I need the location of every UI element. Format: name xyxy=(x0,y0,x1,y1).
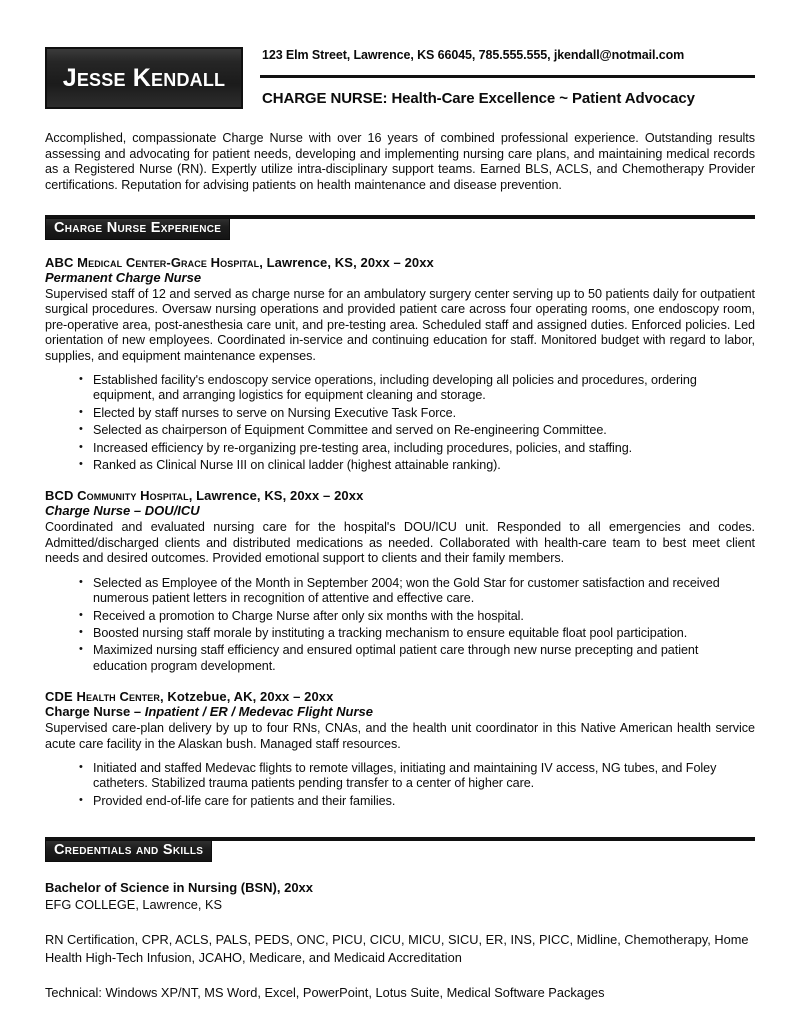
job-employer-line xyxy=(45,488,755,503)
contact-line: 123 Elm Street, Lawrence, KS 66045, 785.555.555, jkendall@notmail.com xyxy=(262,48,685,62)
section-experience xyxy=(45,215,755,809)
job-title: Inpatient / ER / Medevac Flight Nurse xyxy=(144,704,373,720)
education-block xyxy=(45,879,755,913)
job-bullet-list xyxy=(45,373,755,473)
job-title-line xyxy=(45,704,755,720)
job-employer-name: BCD Community Hospital xyxy=(45,488,189,504)
list-item: • Provided end-of-life care for patients and their families. xyxy=(45,794,755,809)
candidate-name: Jesse Kendall xyxy=(62,63,226,92)
job-title: Charge Nurse – DOU/ICU xyxy=(45,503,200,519)
school-line: EFG COLLEGE, Lawrence, KS xyxy=(45,897,223,913)
job-title: Permanent Charge Nurse xyxy=(45,270,202,285)
section-heading-experience: Charge Nurse Experience xyxy=(45,218,230,240)
header-divider xyxy=(260,75,755,78)
list-item: • Established facility's endoscopy service operations, including developing all policies and procedures, ordering equipment, and arranging logistics for equipment cleaning and storage. xyxy=(45,373,755,404)
list-item: • Initiated and staffed Medevac flights to remote villages, initiating and maintaining IV access, NG tubes, and Foley catheters. Stabilized trauma patients pending transfer to a center of higher care. xyxy=(45,761,755,792)
list-item: • Received a promotion to Charge Nurse after only six months with the hospital. xyxy=(45,609,755,624)
job-employer-line xyxy=(45,255,755,270)
job-entry xyxy=(45,255,755,473)
list-item: • Ranked as Clinical Nurse III on clinical ladder (highest attainable ranking). xyxy=(45,458,755,473)
technical-skills-line: Technical: Windows XP/NT, MS Word, Excel, PowerPoint, Lotus Suite, Medical Software Packages xyxy=(45,985,605,1001)
job-description: Coordinated and evaluated nursing care for the hospital's DOU/ICU unit. Responded to all emergencies and codes. Admitted/discharged clients and distributed medications as needed. Collaborated with health-care team to best meet client needs and desired outcomes. Provided emotional support to clients and their family members. xyxy=(45,520,755,566)
job-title-line xyxy=(45,503,755,519)
job-bullet-list xyxy=(45,761,755,809)
job-employer-meta: , Lawrence, KS, 20xx – 20xx xyxy=(259,255,434,270)
degree-line: Bachelor of Science in Nursing (BSN), 20xx xyxy=(45,880,314,896)
job-entry xyxy=(45,689,755,809)
header-contact-block xyxy=(260,47,755,109)
headline-tagline: CHARGE NURSE: Health-Care Excellence ~ Patient Advocacy xyxy=(262,90,695,107)
list-item: • Increased efficiency by re-organizing pre-testing area, including procedures, policies, and staffing. xyxy=(45,441,755,456)
list-item: • Selected as Employee of the Month in September 2004; won the Gold Star for customer satisfaction and received numerous patient letters in recognition of attentive and effective care. xyxy=(45,576,755,607)
job-employer-line xyxy=(45,689,755,704)
list-item: • Boosted nursing staff morale by instituting a tracking mechanism to ensure equitable float pool participation. xyxy=(45,626,755,641)
professional-summary: Accomplished, compassionate Charge Nurse with over 16 years of combined professional experience. Outstanding results assessing and advocating for patient needs, developing and implementing nursing care plans, and maintaining medical records as a Registered Nurse (RN). Expertly utilize intra-disciplinary support teams. Earned BLS, ACLS, and Chemotherapy Provider certifications. Reputation for advising patients on health maintenance and disease prevention. xyxy=(45,131,755,192)
name-badge xyxy=(45,47,243,109)
job-bullet-list xyxy=(45,576,755,674)
job-employer-name: CDE Health Center xyxy=(45,689,160,705)
job-description: Supervised care-plan delivery by up to four RNs, CNAs, and the health unit coordinator in this Native American health service acute care facility in the Alaskan bush. Managed staff resources. xyxy=(45,721,755,751)
resume-header xyxy=(45,0,755,109)
list-item: • Elected by staff nurses to serve on Nursing Executive Task Force. xyxy=(45,406,755,421)
list-item: • Selected as chairperson of Equipment Committee and served on Re-engineering Committee. xyxy=(45,423,755,438)
job-title-line xyxy=(45,270,755,286)
job-title-prefix: Charge Nurse – xyxy=(45,704,145,720)
job-employer-name: ABC Medical Center-Grace Hospital xyxy=(45,255,260,270)
section-heading-credentials: Credentials and Skills xyxy=(45,840,212,862)
job-employer-meta: , Lawrence, KS, 20xx – 20xx xyxy=(188,488,364,504)
section-credentials xyxy=(45,837,755,1002)
list-item: • Maximized nursing staff efficiency and ensured optimal patient care through new nurse precepting and patient education program development. xyxy=(45,643,755,674)
certifications-line: RN Certification, CPR, ACLS, PALS, PEDS, ONC, PICU, CICU, MICU, SICU, ER, INS, PICC, Midline, Chemotherapy, Home Health High-Tech Infusion, JCAHO, Medicare, and Medicaid Accreditation xyxy=(45,932,749,965)
job-employer-meta: , Kotzebue, AK, 20xx – 20xx xyxy=(159,689,334,705)
job-description: Supervised staff of 12 and served as charge nurse for an ambulatory surgery center serving up to 50 patients daily for outpatient surgical procedures. Oversaw nursing operations and provided patient care across four operating rooms, one endoscopy room, pre-operative area, post-anesthesia care unit, and pre-testing area. Scheduled staff and assigned duties. Enforced policies. Led orientation of new employees. Coordinated in-service and continuing education for staff. Monitored budget with regard to labor, supplies, and equipment maintenance expenses. xyxy=(45,287,755,363)
job-entry xyxy=(45,488,755,674)
